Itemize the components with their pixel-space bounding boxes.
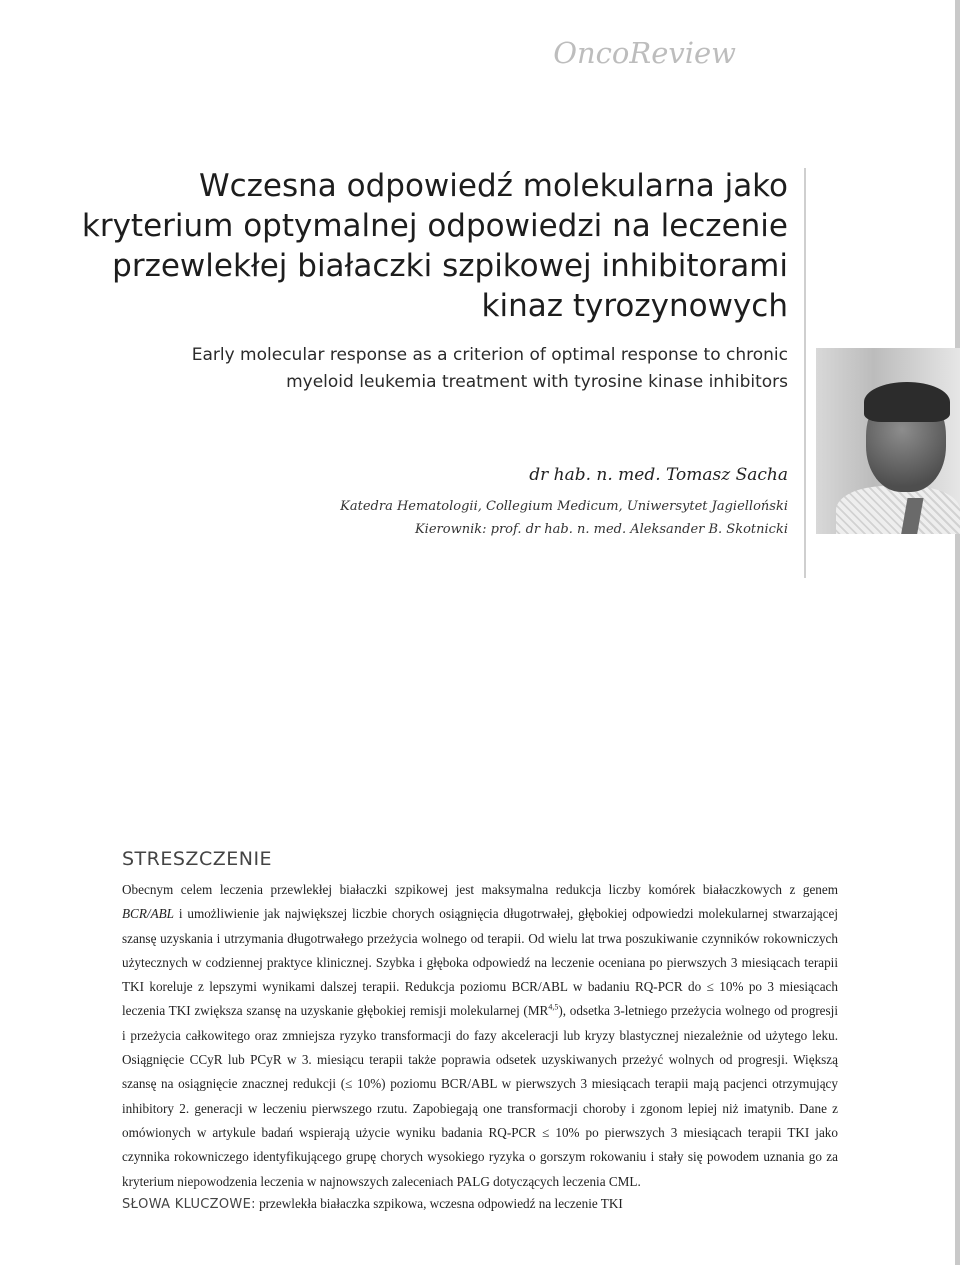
author-affiliation-block: [200, 495, 788, 541]
abstract-section: [122, 848, 838, 1212]
abstract-text-part: ), odsetka 3-letniego przeżycia wolnego od progresji i przeżycia całkowitego oraz zmniejsza ryzyko transformacji do fazy akceleracji lub kryzy blastycznej niezależnie od użytego leku. Osiągnięcie CCyR lub PCyR w 3. miesiącu terapii także poprawia odsetek uzyskiwanych przeżyć wolnych od progresji. Większą szansę na osiągnięcie znacznej redukcji (≤ 10%) poziomu BCR/ABL w pierwszych 3 miesiącach terapii mają pacjenci otrzymujący inhibitory 2. generacji w leczeniu pierwszego rzutu. Zapobiegają one transformacji choroby i zgonom lepiej niż imatynib. Dane z omówionych w artykule badań wspierają użycie wyniku badania RQ-PCR ≤ 10% po pierwszych 3 miesiącach terapii TKI jako czynnika rokowniczego identyfikującego grupę chorych wysokiego ryzyka o gorszym rokowaniu i stały się powodem uznania go za kryterium niepowodzenia leczenia w najnowszych zaleceniach PALG dotyczących leczenia CML.: [122, 1003, 838, 1189]
article-title-english: [80, 342, 788, 396]
title-line: Early molecular response as a criterion of optimal response to chronic: [191, 345, 788, 365]
author-photo: [816, 348, 960, 534]
photo-shirt: [836, 486, 960, 534]
keywords-line: [122, 1196, 838, 1212]
keywords-label: SŁOWA KLUCZOWE:: [122, 1196, 256, 1212]
title-line: kryterium optymalnej odpowiedzi na leczenie: [81, 208, 788, 244]
title-line: myeloid leukemia treatment with tyrosine kinase inhibitors: [286, 372, 788, 392]
page-edge-strip: [955, 0, 960, 1265]
journal-title: OncoReview: [553, 36, 736, 70]
vertical-divider: [804, 168, 806, 578]
abstract-text-part: i umożliwienie jak największej liczbie chorych osiągnięcia długotrwałej, głębokiej odpowiedzi molekularnej stwarzającej szansę uzyskania i utrzymania długotrwałego przeżycia wolnego od terapii. Od wielu lat trwa poszukiwanie czynników rokowniczych użytecznych w codziennej praktyce klinicznej. Szybka i głęboka odpowiedź na leczenie oceniana po pierwszych 3 miesiącach terapii TKI koreluje z lepszymi wynikami dalszej terapii. Redukcja poziomu BCR/ABL w badaniu RQ-PCR do ≤ 10% po 3 miesiącach leczenia TKI zwiększa szansę na uzyskanie głębokiej remisji molekularnej (MR: [122, 906, 838, 1019]
abstract-text-part: Obecnym celem leczenia przewlekłej białaczki szpikowej jest maksymalna redukcja liczby komórek białaczkowych z genem: [122, 882, 838, 897]
abstract-heading: STRESZCZENIE: [122, 848, 273, 870]
title-line: Wczesna odpowiedź molekularna jako: [198, 168, 788, 204]
title-line: przewlekłej białaczki szpikowej inhibitorami: [112, 248, 788, 284]
abstract-text: [122, 878, 838, 1194]
article-title-polish: [80, 166, 788, 326]
department-head: Kierownik: prof. dr hab. n. med. Aleksander B. Skotnicki: [414, 522, 788, 537]
author-name: dr hab. n. med. Tomasz Sacha: [529, 465, 788, 485]
keywords-text: przewlekła białaczka szpikowa, wczesna odpowiedź na leczenie TKI: [255, 1195, 623, 1211]
author-affiliation: Katedra Hematologii, Collegium Medicum, Uniwersytet Jagielloński: [340, 499, 788, 514]
superscript: 4,5: [548, 1003, 559, 1013]
photo-hair: [864, 382, 950, 422]
title-line: kinaz tyrozynowych: [481, 288, 788, 324]
gene-name: BCR/ABL: [122, 906, 175, 922]
